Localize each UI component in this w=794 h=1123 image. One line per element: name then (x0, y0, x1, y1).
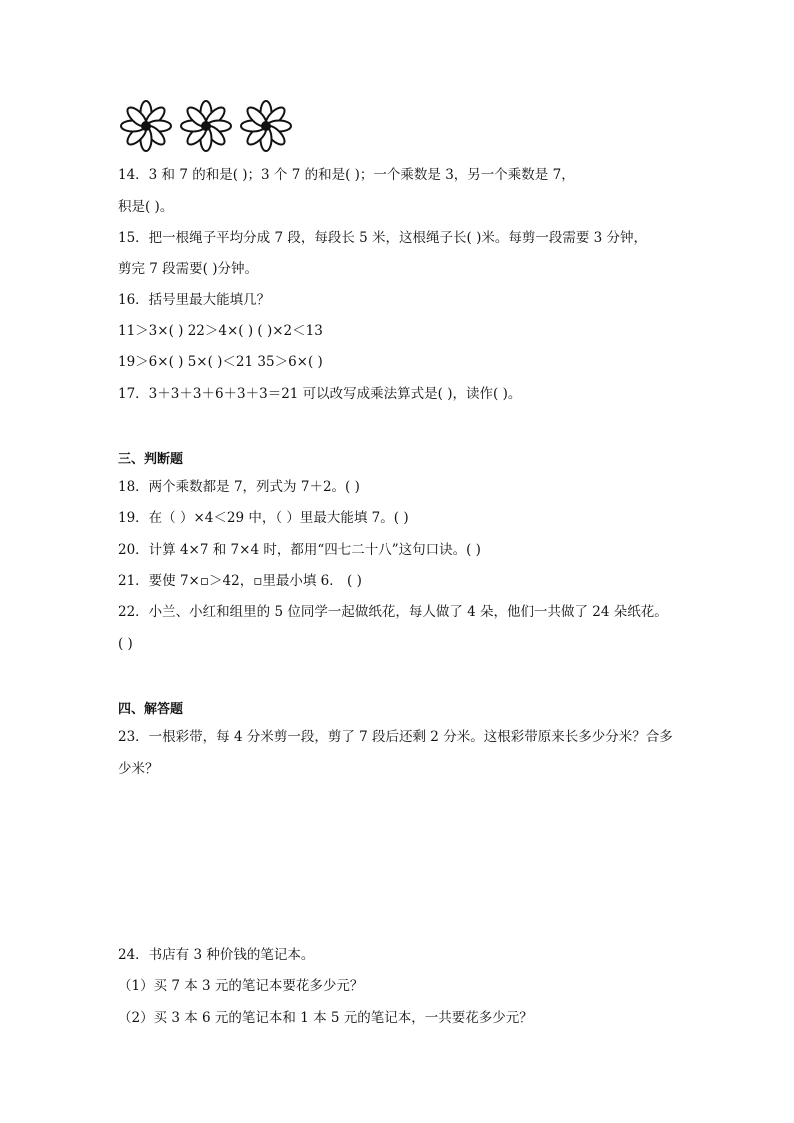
question-20: 20．计算 4×7 和 7×4 时，都用“四七二十八”这句口诀。( ) (118, 542, 481, 558)
question-21: 21．要使 7×▫＞42，▫里最小填 6． ( ) (118, 573, 362, 589)
question-16-title: 16．括号里最大能填几？ (118, 292, 271, 308)
question-14-line-2: 积是( )。 (118, 199, 174, 215)
question-15-line-2: 剪完 7 段需要( )分钟。 (118, 261, 258, 277)
question-22-answer: ( ) (118, 636, 133, 652)
flower-row (118, 98, 294, 154)
question-24: 24．书店有 3 种价钱的笔记本。 (118, 947, 315, 963)
question-23-line-1: 23．一根彩带，每 4 分米剪一段，剪了 7 段后还剩 2 分米。这根彩带原来长多少分米？合多 (118, 729, 673, 745)
question-16-row-1: 11＞3×( ) 22＞4×( ) ( )×2＜13 (118, 323, 323, 339)
question-14-line-1: 14．3 和 7 的和是( )；3 个 7 的和是( )；一个乘数是 3，另一个乘数是 7， (118, 167, 575, 183)
section-4-heading: 四、解答题 (118, 702, 184, 717)
question-24-part-1: （1）买 7 本 3 元的笔记本要花多少元？ (118, 978, 364, 994)
question-24-part-2: （2）买 3 本 6 元的笔记本和 1 本 5 元的笔记本，一共要花多少元？ (118, 1010, 533, 1026)
flower-icon (118, 98, 174, 154)
flower-icon (178, 98, 234, 154)
question-22: 22．小兰、小红和组里的 5 位同学一起做纸花，每人做了 4 朵，他们一共做了 24 朵纸花。 (118, 604, 668, 620)
question-19: 19．在（ ）×4＜29 中，（ ）里最大能填 7。( ) (118, 510, 409, 526)
question-17: 17．3＋3＋3＋6＋3＋3＝21 可以改写成乘法算式是( )，读作( )。 (118, 386, 522, 402)
question-15-line-1: 15．把一根绳子平均分成 7 段，每段长 5 米，这根绳子长( )米。每剪一段需要 3 分钟， (118, 230, 648, 246)
flower-icon (238, 98, 294, 154)
question-18: 18．两个乘数都是 7，列式为 7＋2。( ) (118, 479, 360, 495)
section-3-heading: 三、判断题 (118, 452, 184, 467)
question-16-row-2: 19＞6×( ) 5×( )＜21 35＞6×( ) (118, 354, 323, 370)
question-23-line-2: 少米？ (118, 761, 159, 777)
